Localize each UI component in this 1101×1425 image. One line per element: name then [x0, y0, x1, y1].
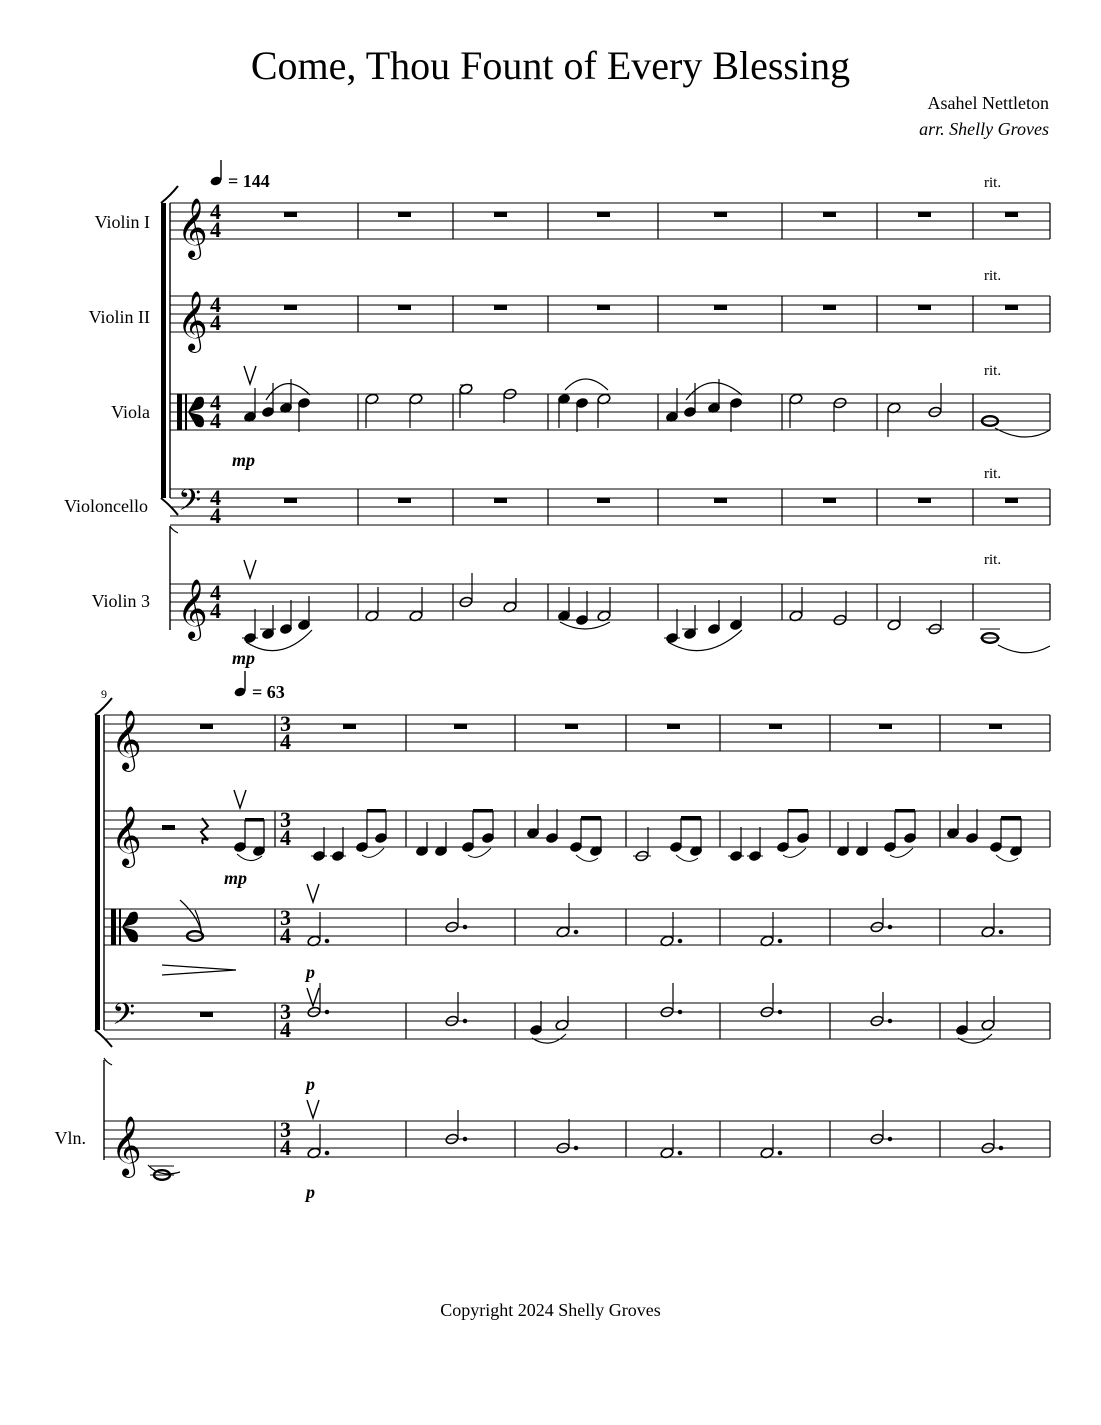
rit-violin-1: rit. — [984, 175, 1002, 191]
time-sig-bottom: 4 — [210, 217, 221, 242]
up-bow-icon — [244, 366, 256, 384]
staff-violin-2-s2 — [104, 790, 1050, 888]
violin3-notes — [242, 573, 1050, 653]
dynamic-violin-2: mp — [224, 868, 248, 888]
half-rest — [162, 825, 175, 830]
tempo-text-1: = 144 — [228, 171, 270, 191]
time-sig-top: 4 — [210, 292, 221, 317]
rit-violoncello: rit. — [984, 466, 1002, 482]
time-sig-bottom: 4 — [280, 825, 291, 850]
treble-clef-icon: 𝄞 — [111, 1116, 142, 1176]
dynamic-viola: mp — [232, 450, 256, 470]
time-sig-bottom: 4 — [280, 923, 291, 948]
treble-clef-icon: 𝄞 — [177, 198, 208, 258]
time-sig-top: 4 — [210, 580, 221, 605]
time-sig-bottom: 4 — [210, 598, 221, 623]
system-1 — [64, 160, 1050, 668]
up-bow-icon — [307, 884, 319, 902]
label-viola: Viola — [111, 402, 150, 422]
whole-rest — [200, 1012, 213, 1017]
time-sig-bottom: 4 — [210, 310, 221, 335]
time-sig-top: 3 — [280, 807, 291, 832]
viola-notes — [243, 379, 1050, 437]
rit-viola: rit. — [984, 363, 1002, 379]
violin2-notes — [162, 790, 1023, 862]
rit-violin-2: rit. — [984, 268, 1002, 284]
time-sig-bottom: 4 — [280, 729, 291, 754]
time-sig-top: 3 — [280, 711, 291, 736]
system-2 — [55, 671, 1051, 1202]
time-sig-bottom: 4 — [210, 503, 221, 528]
system-bracket-1 — [161, 186, 178, 630]
label-violin-3: Violin 3 — [91, 591, 150, 611]
staff-violin-3 — [170, 560, 1050, 668]
copyright-notice: Copyright 2024 Shelly Groves — [440, 1300, 661, 1320]
staff-violin-1 — [170, 198, 1050, 260]
label-violin-2: Violin II — [88, 307, 150, 327]
tempo-marking-2 — [233, 671, 284, 702]
whole-rests — [284, 305, 1018, 310]
cello-notes-s2 — [200, 983, 995, 1043]
tempo-marking-1 — [209, 160, 269, 191]
time-sig-bottom: 4 — [210, 408, 221, 433]
dynamic-violoncello-s2: p — [306, 1074, 315, 1094]
treble-clef-icon: 𝄞 — [111, 710, 142, 770]
time-sig-top: 4 — [210, 485, 221, 510]
score-title: Come, Thou Fount of Every Blessing — [250, 43, 851, 88]
rit-violin-3: rit. — [984, 552, 1002, 568]
staff-viola — [170, 366, 1050, 470]
composer-credit: Asahel Nettleton — [927, 93, 1049, 113]
time-sig-top: 4 — [210, 199, 221, 224]
bass-clef-icon: 𝄢 — [178, 484, 202, 525]
staff-violin-2 — [170, 291, 1050, 353]
violin3-notes-s2 — [148, 1100, 1003, 1180]
staff-violin-1-s2 — [104, 710, 1050, 772]
whole-rests — [284, 212, 1018, 217]
staff-violoncello-s2 — [104, 983, 1050, 1094]
whole-rests — [200, 724, 1002, 729]
time-sig-bottom: 4 — [280, 1017, 291, 1042]
up-bow-icon — [244, 560, 256, 578]
label-vln: Vln. — [54, 1128, 86, 1148]
tempo-text-2: = 63 — [252, 682, 285, 702]
label-violin-1: Violin I — [94, 212, 150, 232]
staff-viola-s2 — [104, 884, 1050, 982]
treble-clef-icon: 𝄞 — [111, 806, 142, 866]
time-sig-top: 3 — [280, 1117, 291, 1142]
measure-number: 9 — [101, 687, 107, 701]
dynamic-violin-3-s2: p — [306, 1182, 315, 1202]
time-sig-bottom: 4 — [280, 1135, 291, 1160]
whole-rests — [284, 498, 1018, 503]
system-bracket-2 — [95, 698, 112, 1160]
up-bow-icon — [307, 1100, 319, 1118]
staff-violin-3-s2 — [55, 1100, 1051, 1202]
time-sig-top: 4 — [210, 390, 221, 415]
up-bow-icon — [234, 790, 246, 808]
treble-clef-icon: 𝄞 — [177, 291, 208, 351]
time-sig-top: 3 — [280, 905, 291, 930]
treble-clef-icon: 𝄞 — [177, 579, 208, 639]
staff-violoncello — [170, 484, 1050, 528]
time-sig-top: 3 — [280, 999, 291, 1024]
dynamic-viola-s2: p — [306, 962, 315, 982]
bass-clef-icon: 𝄢 — [112, 998, 136, 1039]
quarter-rest — [201, 818, 208, 844]
decrescendo-hairpin — [162, 965, 236, 970]
dynamic-violin-3: mp — [232, 648, 256, 668]
arranger-credit: arr. Shelly Groves — [919, 119, 1049, 139]
label-violoncello: Violoncello — [64, 496, 148, 516]
